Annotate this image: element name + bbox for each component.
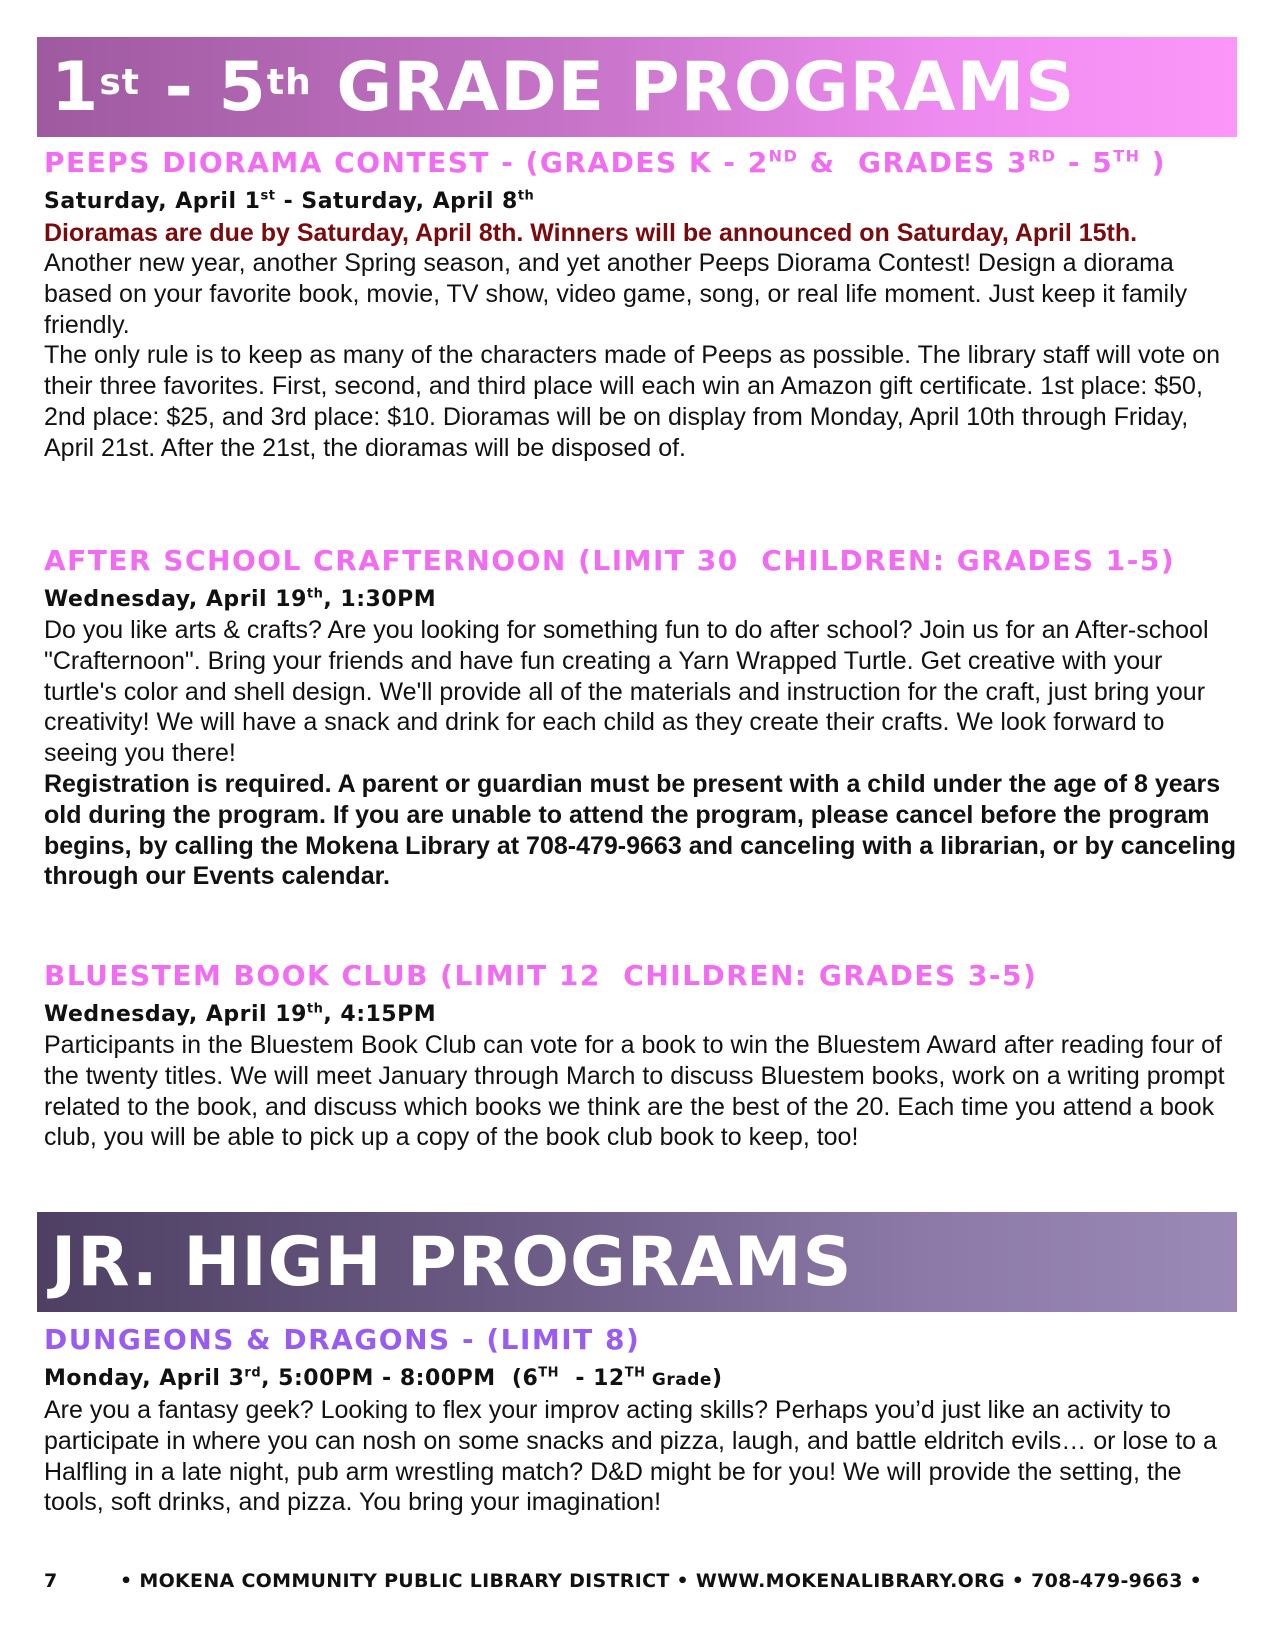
peeps-title-end: ): [1140, 146, 1167, 179]
crafternoon-registration-notice: Registration is required. A parent or guardian must be present with a child under the age of 8 years old during the program. If you are unable to attend the program, please cancel before the program begins, by calling the Mokena Library at 708-479-9663 and canceling with a librarian, or by canceling through our Events calendar.: [44, 769, 1237, 891]
footer-contact-line: • MOKENA COMMUNITY PUBLIC LIBRARY DISTRICT • WWW.MOKENALIBRARY.ORG • 708-479-9663 •: [120, 1570, 1203, 1592]
peeps-title: [44, 145, 1239, 181]
dnd-date-time: , 5:00PM - 8:00PM (6: [261, 1366, 539, 1391]
dnd-date-grade-label: Grade: [645, 1370, 712, 1390]
crafternoon-date-time: , 1:30PM: [323, 587, 437, 612]
dnd-paragraph: Are you a fantasy geek? Looking to flex your improv acting skills? Perhaps you’d just like an activity to participate in where you can nosh on some snacks and pizza, laugh, and battle eldritch evils… or lose to a Halfling in a late night, pub arm wrestling match? D&D might be for you! We will provide the setting, the tools, soft drinks, and pizza. You bring your imagination!: [44, 1396, 1217, 1517]
peeps-title-mid: & GRADES 3: [798, 146, 1028, 179]
crafternoon-title: AFTER SCHOOL CRAFTERNOON (LIMIT 30 CHILDREN: GRADES 1-5): [44, 544, 1176, 577]
dnd-date-grade-range: - 12: [559, 1366, 625, 1391]
bluestem-date-sup: th: [306, 1001, 324, 1017]
peeps-title-main: PEEPS DIORAMA CONTEST - (GRADES K - 2: [44, 146, 769, 179]
banner-fifth: 5: [218, 47, 267, 127]
crafternoon-date-day: Wednesday, April 19: [44, 587, 307, 612]
dnd-title: DUNGEONS & DRAGONS - (LIMIT 8): [44, 1323, 641, 1356]
bluestem-title: BLUESTEM BOOK CLUB (LIMIT 12 CHILDREN: GRADES 3-5): [44, 959, 1038, 992]
peeps-title-sup3: TH: [1113, 146, 1141, 166]
bluestem-paragraph: Participants in the Bluestem Book Club can vote for a book to win the Bluestem Award after reading four of the twenty titles. We will meet January through March to discuss Bluestem books, work on a writing prompt related to the book, and discuss which books we think are the best of the 20. Each time you attend a book club, you will be able to pick up a copy of the book club book to keep, too!: [44, 1031, 1225, 1152]
peeps-paragraph-1: Another new year, another Spring season, and yet another Peeps Diorama Contest! Design a diorama based on your favorite book, movie, TV show, video game, song, or real life moment. Just keep it family friendly.: [44, 249, 1188, 339]
banner-rest: GRADE PROGRAMS: [311, 47, 1076, 127]
bluestem-date: [44, 1000, 1239, 1030]
jr-high-programs-banner: JR. HIGH PROGRAMS: [37, 1212, 1237, 1312]
peeps-due-notice: Dioramas are due by Saturday, April 8th. Winners will be announced on Saturday, April 15th.: [44, 219, 1138, 247]
crafternoon-date-sup: th: [306, 586, 324, 602]
bluestem-date-day: Wednesday, April 19: [44, 1002, 307, 1027]
peeps-title-sup1: ND: [768, 146, 799, 166]
grade-programs-banner: 1 $^{st}$ - 5 $^{th}$ GRADE PROGRAMS: [37, 37, 1237, 137]
peeps-section: [44, 145, 1239, 464]
bluestem-section: [44, 958, 1239, 1153]
bluestem-date-time: , 4:15PM: [323, 1002, 437, 1027]
peeps-paragraph-2: The only rule is to keep as many of the characters made of Peeps as possible. The library staff will vote on their three favorites. First, second, and third place will each win an Amazon gift certificate. 1st place: $50, 2nd place: $25, and 3rd place: $10. Dioramas will be on display from Monday, April 10th through Friday, April 21st. After the 21st, the dioramas will be disposed of.: [44, 341, 1221, 462]
page-number: 7: [44, 1570, 58, 1592]
dnd-date: [44, 1364, 1239, 1395]
crafternoon-date: [44, 585, 1239, 615]
peeps-title-mid2: - 5: [1056, 146, 1114, 179]
dnd-grade-sup2: TH: [624, 1365, 646, 1381]
dnd-date-close: ): [711, 1366, 723, 1391]
banner-first: 1: [51, 47, 100, 127]
peeps-date-start: Saturday, April 1: [44, 189, 261, 214]
dnd-date-sup: rd: [244, 1365, 262, 1381]
dnd-section: [44, 1322, 1239, 1518]
page-footer: [44, 1570, 1239, 1592]
peeps-title-sup2: RD: [1027, 146, 1057, 166]
banner-dash: -: [139, 47, 219, 127]
peeps-date-start-sup: st: [260, 188, 276, 204]
crafternoon-section: [44, 543, 1239, 892]
dnd-grade-sup1: TH: [538, 1365, 560, 1381]
peeps-date-end-sup: th: [517, 188, 535, 204]
peeps-date: [44, 187, 1239, 217]
dnd-date-day: Monday, April 3: [44, 1366, 245, 1391]
peeps-date-end: - Saturday, April 8: [275, 189, 518, 214]
crafternoon-paragraph: Do you like arts & crafts? Are you looking for something fun to do after school? Join us for an After-school "Crafternoon". Bring your friends and have fun creating a Yarn Wrapped Turtle. Get creative with your turtle's color and shell design. We'll provide all of the materials and instruction for the craft, just bring your creativity! We will have a snack and drink for each child as they create their crafts. We look forward to seeing you there!: [44, 616, 1209, 768]
